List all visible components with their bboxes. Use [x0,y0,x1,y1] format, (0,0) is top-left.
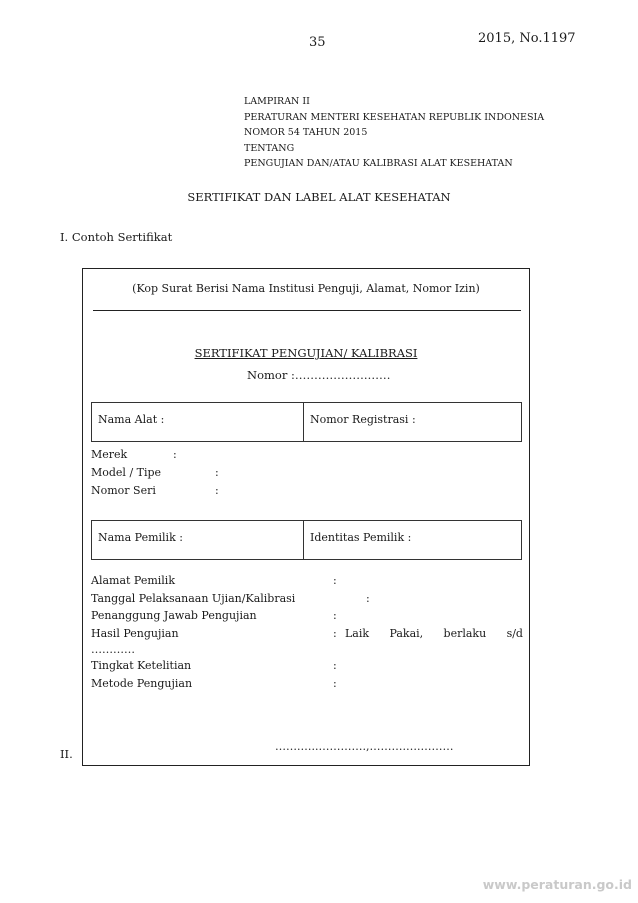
letterhead-placeholder: (Kop Surat Berisi Nama Institusi Penguji, Alamat, Nomor Izin) [132,282,480,295]
field-colon: : [333,609,337,622]
result-value [345,627,523,640]
field-colon: : [333,659,337,672]
field-label-model: Model / Tipe [91,466,162,479]
owner-identity-cell: Identitas Pemilik : [310,531,412,544]
field-label-result: Hasil Pengujian [91,627,179,640]
registration-number-cell: Nomor Registrasi : [310,413,416,426]
field-colon: : [333,627,337,640]
field-label-method: Metode Pengujian [91,677,193,690]
attachment-line: TENTANG [244,142,295,154]
field-colon: : [215,484,219,497]
owner-name-cell: Nama Pemilik : [92,521,304,559]
certificate-number: Nomor :……………….…… [247,368,391,382]
site-watermark: www.peraturan.go.id [482,877,632,892]
field-label-owner-address: Alamat Pemilik [91,574,175,587]
section-heading-ii: II. [60,747,73,761]
device-info-table [91,402,522,442]
certificate-sample-box [82,268,530,766]
section-heading-i: I. Contoh Sertifikat [60,230,173,244]
document-reference: 2015, No.1197 [478,31,576,46]
page-number: 35 [309,35,326,50]
result-word: s/d [506,627,523,640]
attachment-line: LAMPIRAN II [244,96,310,107]
field-colon: : [215,466,219,479]
attachment-header [244,94,544,172]
field-label-responsible: Penanggung Jawab Pengujian [91,609,257,622]
field-colon: : [333,574,337,587]
page-title: SERTIFIKAT DAN LABEL ALAT KESEHATAN [187,190,451,204]
field-colon: : [333,677,337,690]
device-name-cell: Nama Alat : [92,403,304,441]
field-label-accuracy: Tingkat Ketelitian [91,659,192,672]
field-label-test-date: Tanggal Pelaksanaan Ujian/Kalibrasi [91,592,296,605]
result-word: Pakai, [389,627,424,640]
result-continuation: ………… [91,643,135,656]
field-label-serial: Nomor Seri [91,484,156,497]
letterhead-divider [93,310,521,311]
field-colon: : [173,448,177,461]
result-word: berlaku [443,627,487,640]
certificate-title: SERTIFIKAT PENGUJIAN/ KALIBRASI [194,346,418,360]
field-colon: : [366,592,370,605]
attachment-line: PENGUJIAN DAN/ATAU KALIBRASI ALAT KESEHATAN [244,158,513,169]
place-date-line: …….…..………….,……….….……… [275,740,454,753]
field-label-brand: Merek [91,448,128,461]
result-word: Laik [345,627,370,640]
owner-info-table [91,520,522,560]
attachment-line: NOMOR 54 TAHUN 2015 [244,127,368,138]
attachment-line: PERATURAN MENTERI KESEHATAN REPUBLIK INDONESIA [244,111,545,123]
